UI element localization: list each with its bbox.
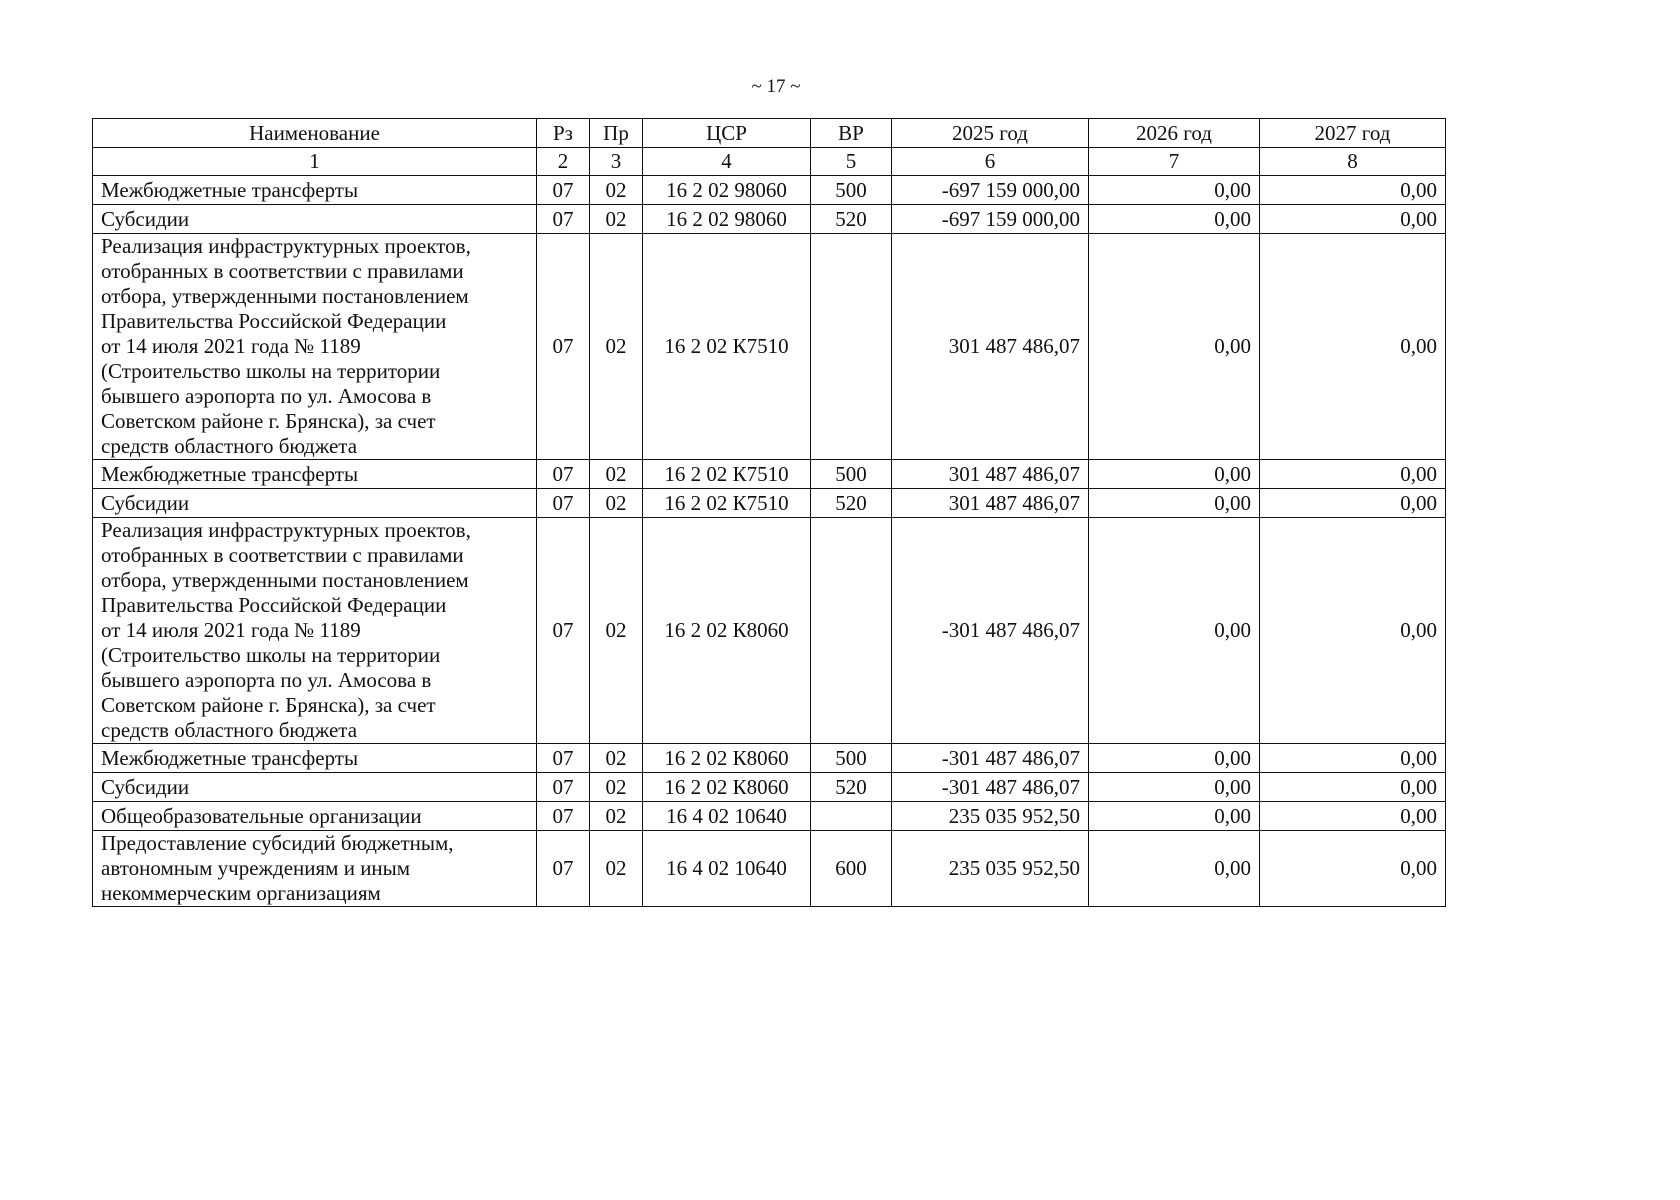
header-2027: 2027 год	[1260, 119, 1446, 148]
row-2027: 0,00	[1260, 176, 1446, 205]
row-2027: 0,00	[1260, 234, 1446, 460]
row-name-line: средств областного бюджета	[101, 718, 358, 742]
row-2026: 0,00	[1089, 205, 1260, 234]
table-row	[93, 773, 1446, 802]
budget-table	[92, 118, 1446, 907]
row-vr: 520	[811, 205, 892, 234]
page-number: ~ 17 ~	[751, 76, 801, 97]
table-row	[93, 176, 1446, 205]
row-pr: 02	[590, 802, 643, 831]
row-name-line: отбора, утвержденными постановлением	[101, 568, 469, 592]
row-name-line: средств областного бюджета	[101, 434, 358, 458]
row-csr: 16 2 02 98060	[643, 205, 811, 234]
row-rz: 07	[537, 773, 590, 802]
row-vr: 520	[811, 773, 892, 802]
row-2027: 0,00	[1260, 518, 1446, 744]
row-2027: 0,00	[1260, 489, 1446, 518]
column-number-row	[93, 148, 1446, 176]
table-row	[93, 831, 1446, 907]
table-header	[93, 119, 1446, 176]
row-vr	[811, 518, 892, 744]
row-name-line: бывшего аэропорта по ул. Амосова в	[101, 384, 432, 408]
row-pr: 02	[590, 518, 643, 744]
column-number: 5	[811, 148, 892, 176]
row-pr: 02	[590, 460, 643, 489]
row-csr: 16 2 02 К7510	[643, 234, 811, 460]
row-vr: 500	[811, 460, 892, 489]
row-name-line: Правительства Российской Федерации	[101, 593, 447, 617]
row-name-line: (Строительство школы на территории	[101, 359, 441, 383]
column-number: 8	[1260, 148, 1446, 176]
row-name-line: отобранных в соответствии с правилами	[101, 543, 464, 567]
header-pr: Пр	[590, 119, 643, 148]
row-name-line: автономным учреждениям и иным	[101, 856, 411, 880]
row-name-line: Предоставление субсидий бюджетным,	[101, 831, 454, 855]
column-number: 7	[1089, 148, 1260, 176]
row-rz: 07	[537, 176, 590, 205]
row-2026: 0,00	[1089, 518, 1260, 744]
row-name: Субсидии	[93, 489, 537, 518]
row-rz: 07	[537, 489, 590, 518]
table-body	[93, 176, 1446, 907]
header-rz: Рз	[537, 119, 590, 148]
row-name-line: Реализация инфраструктурных проектов,	[101, 518, 471, 542]
row-vr	[811, 802, 892, 831]
header-vr: ВР	[811, 119, 892, 148]
table-row	[93, 234, 1446, 460]
row-name: Межбюджетные трансферты	[93, 744, 537, 773]
row-vr: 500	[811, 744, 892, 773]
row-name-line: Советском районе г. Брянска), за счет	[101, 409, 436, 433]
row-csr: 16 4 02 10640	[643, 831, 811, 907]
row-rz: 07	[537, 744, 590, 773]
table-row	[93, 205, 1446, 234]
row-2025: -697 159 000,00	[892, 205, 1089, 234]
row-name-line: отобранных в соответствии с правилами	[101, 259, 464, 283]
row-rz: 07	[537, 460, 590, 489]
row-2026: 0,00	[1089, 234, 1260, 460]
row-2027: 0,00	[1260, 773, 1446, 802]
row-csr: 16 2 02 К8060	[643, 744, 811, 773]
row-vr: 500	[811, 176, 892, 205]
row-name-line: (Строительство школы на территории	[101, 643, 441, 667]
table-row	[93, 460, 1446, 489]
row-name-line: отбора, утвержденными постановлением	[101, 284, 469, 308]
row-pr: 02	[590, 176, 643, 205]
row-2027: 0,00	[1260, 802, 1446, 831]
row-pr: 02	[590, 744, 643, 773]
row-csr: 16 2 02 К8060	[643, 773, 811, 802]
row-name: Общеобразовательные организации	[93, 802, 537, 831]
row-2027: 0,00	[1260, 205, 1446, 234]
column-number: 2	[537, 148, 590, 176]
row-2025: 301 487 486,07	[892, 489, 1089, 518]
row-name: Субсидии	[93, 205, 537, 234]
row-name	[93, 234, 537, 460]
row-rz: 07	[537, 831, 590, 907]
row-2027: 0,00	[1260, 460, 1446, 489]
row-rz: 07	[537, 802, 590, 831]
row-vr: 520	[811, 489, 892, 518]
row-name: Субсидии	[93, 773, 537, 802]
row-2025: -697 159 000,00	[892, 176, 1089, 205]
row-name-line: Реализация инфраструктурных проектов,	[101, 234, 471, 258]
row-2025: -301 487 486,07	[892, 518, 1089, 744]
row-csr: 16 2 02 98060	[643, 176, 811, 205]
row-name	[93, 518, 537, 744]
row-2025: -301 487 486,07	[892, 773, 1089, 802]
header-2025: 2025 год	[892, 119, 1089, 148]
column-number: 1	[93, 148, 537, 176]
table-row	[93, 744, 1446, 773]
row-name: Межбюджетные трансферты	[93, 176, 537, 205]
row-2025: 235 035 952,50	[892, 831, 1089, 907]
row-pr: 02	[590, 773, 643, 802]
row-2027: 0,00	[1260, 744, 1446, 773]
row-csr: 16 2 02 К7510	[643, 489, 811, 518]
row-rz: 07	[537, 205, 590, 234]
header-row	[93, 119, 1446, 148]
row-name	[93, 831, 537, 907]
header-name: Наименование	[93, 119, 537, 148]
table-row	[93, 518, 1446, 744]
table-row	[93, 489, 1446, 518]
row-pr: 02	[590, 205, 643, 234]
row-2026: 0,00	[1089, 176, 1260, 205]
row-2026: 0,00	[1089, 744, 1260, 773]
row-name-line: от 14 июля 2021 года № 1189	[101, 618, 361, 642]
row-name-line: от 14 июля 2021 года № 1189	[101, 334, 361, 358]
row-2025: 301 487 486,07	[892, 460, 1089, 489]
column-number: 6	[892, 148, 1089, 176]
row-2026: 0,00	[1089, 831, 1260, 907]
row-name-line: Советском районе г. Брянска), за счет	[101, 693, 436, 717]
row-2026: 0,00	[1089, 773, 1260, 802]
row-2026: 0,00	[1089, 489, 1260, 518]
row-2025: 235 035 952,50	[892, 802, 1089, 831]
row-2025: 301 487 486,07	[892, 234, 1089, 460]
row-csr: 16 2 02 К7510	[643, 460, 811, 489]
row-rz: 07	[537, 518, 590, 744]
header-2026: 2026 год	[1089, 119, 1260, 148]
row-name-line: бывшего аэропорта по ул. Амосова в	[101, 668, 432, 692]
row-vr	[811, 234, 892, 460]
table-row	[93, 802, 1446, 831]
column-number: 3	[590, 148, 643, 176]
row-vr: 600	[811, 831, 892, 907]
row-pr: 02	[590, 831, 643, 907]
header-csr: ЦСР	[643, 119, 811, 148]
row-pr: 02	[590, 234, 643, 460]
row-rz: 07	[537, 234, 590, 460]
row-2027: 0,00	[1260, 831, 1446, 907]
row-csr: 16 2 02 К8060	[643, 518, 811, 744]
row-pr: 02	[590, 489, 643, 518]
row-csr: 16 4 02 10640	[643, 802, 811, 831]
row-name-line: Правительства Российской Федерации	[101, 309, 447, 333]
row-name: Межбюджетные трансферты	[93, 460, 537, 489]
row-2026: 0,00	[1089, 802, 1260, 831]
row-2026: 0,00	[1089, 460, 1260, 489]
column-number: 4	[643, 148, 811, 176]
row-name-line: некоммерческим организациям	[101, 881, 381, 905]
row-2025: -301 487 486,07	[892, 744, 1089, 773]
